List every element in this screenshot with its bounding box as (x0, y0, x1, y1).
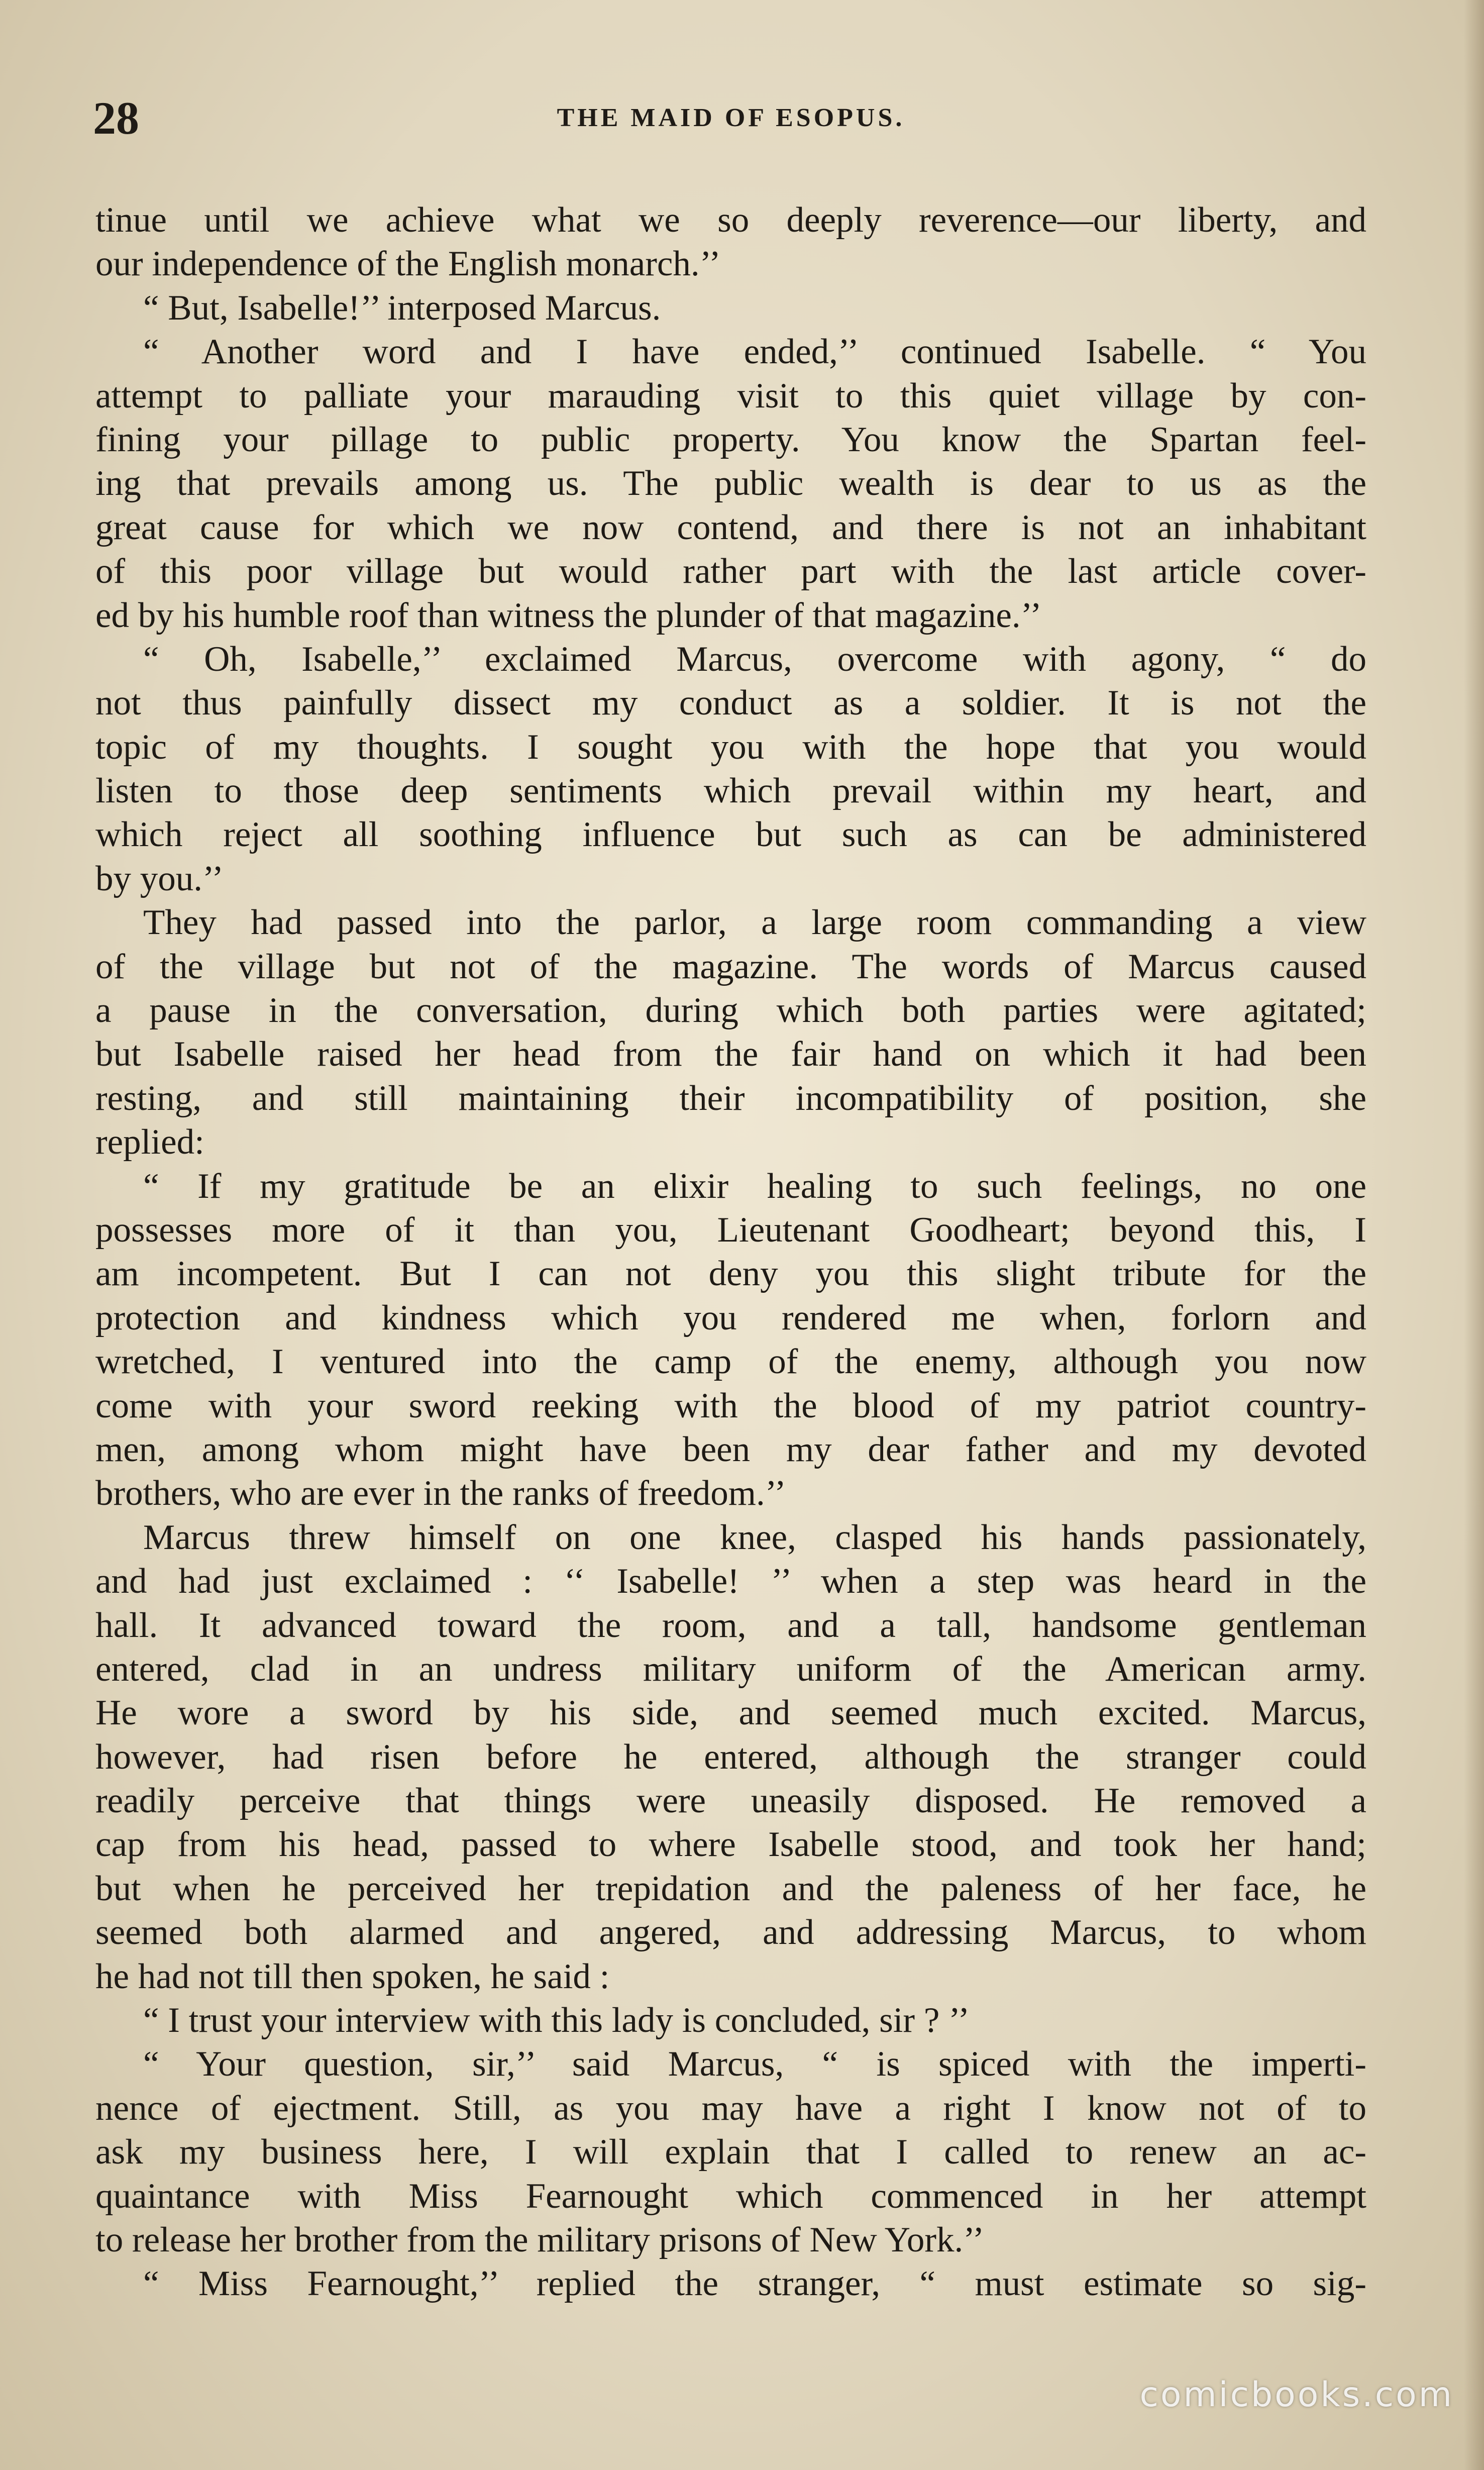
text-line: “ Oh, Isabelle,’’ exclaimed Marcus, overcome with agony, “ do (143, 639, 1366, 679)
text-line: listen to those deep sentiments which prevail within my heart, and (95, 771, 1366, 811)
text-line: cap from his head, passed to where Isabelle stood, and took her hand; (95, 1825, 1366, 1865)
text-line: and had just exclaimed : ‘‘ Isabelle! ’’ when a step was heard in the (95, 1562, 1366, 1601)
text-line: tinue until we achieve what we so deeply reverence—our liberty, and (95, 200, 1366, 240)
text-line: quaintance with Miss Fearnought which commenced in her attempt (95, 2176, 1366, 2216)
text-line: “ Miss Fearnought,’’ replied the stranger, “ must estimate so sig- (143, 2264, 1366, 2304)
text-line: to release her brother from the military prisons of New York.’’ (95, 2220, 985, 2259)
text-line: by you.’’ (95, 859, 224, 898)
body-text (95, 198, 1366, 2306)
text-line: He wore a sword by his side, and seemed much excited. Marcus, (95, 1693, 1366, 1733)
text-line: readily perceive that things were uneasily disposed. He removed a (95, 1781, 1366, 1821)
text-line: he had not till then spoken, he said : (95, 1957, 610, 1996)
text-line: brothers, who are ever in the ranks of freedom.’’ (95, 1474, 786, 1513)
text-line: entered, clad in an undress military uniform of the American army. (95, 1649, 1366, 1689)
text-line: Marcus threw himself on one knee, clasped his hands passionately, (143, 1517, 1366, 1557)
text-line: men, among whom might have been my dear father and my devoted (95, 1429, 1366, 1469)
text-line: nence of ejectment. Still, as you may have a right I know not of to (95, 2088, 1366, 2128)
text-line: a pause in the conversation, during which both parties were agitated; (95, 991, 1366, 1031)
running-head: THE MAID OF ESOPUS. (557, 104, 905, 132)
text-line: of the village but not of the magazine. The words of Marcus caused (95, 947, 1366, 986)
text-line: hall. It advanced toward the room, and a tall, handsome gentleman (95, 1605, 1366, 1645)
text-line: ask my business here, I will explain that I called to renew an ac- (95, 2132, 1366, 2172)
text-line: possesses more of it than you, Lieutenant Goodheart; beyond this, I (95, 1210, 1366, 1250)
watermark: comicbooks.com (1139, 2375, 1454, 2415)
text-line: ing that prevails among us. The public wealth is dear to us as the (95, 464, 1366, 503)
text-line: resting, and still maintaining their incompatibility of position, she (95, 1078, 1366, 1118)
text-line: topic of my thoughts. I sought you with the hope that you would (95, 727, 1366, 767)
text-line: “ If my gratitude be an elixir healing to such feelings, no one (143, 1166, 1366, 1206)
text-line: ed by his humble roof than witness the plunder of that magazine.’’ (95, 595, 1042, 635)
text-line: seemed both alarmed and angered, and addressing Marcus, to whom (95, 1913, 1366, 1952)
page-number: 28 (93, 92, 139, 144)
page-header (93, 90, 1369, 146)
text-line: come with your sword reeking with the blood of my patriot country- (95, 1386, 1366, 1425)
text-line: but when he perceived her trepidation and the paleness of her face, he (95, 1869, 1366, 1908)
text-line: wretched, I ventured into the camp of the enemy, although you now (95, 1342, 1366, 1382)
text-line: fining your pillage to public property. You know the Spartan feel- (95, 420, 1366, 459)
text-line: am incompetent. But I can not deny you this slight tribute for the (95, 1254, 1366, 1294)
text-line: “ I trust your interview with this lady is concluded, sir ? ’’ (143, 2001, 970, 2040)
page-edge-shadow (1464, 0, 1484, 2470)
text-line: however, had risen before he entered, although the stranger could (95, 1737, 1366, 1777)
text-line: They had passed into the parlor, a large room commanding a view (143, 903, 1366, 943)
text-line: great cause for which we now contend, and there is not an inhabitant (95, 507, 1366, 547)
text-line: which reject all soothing influence but such as can be administered (95, 815, 1366, 855)
text-line: “ Your question, sir,’’ said Marcus, “ is spiced with the imperti- (143, 2044, 1366, 2084)
text-line: attempt to palliate your marauding visit to this quiet village by con- (95, 376, 1366, 416)
text-line: replied: (95, 1122, 204, 1162)
text-line: “ Another word and I have ended,’’ continued Isabelle. “ You (143, 332, 1366, 372)
text-line: not thus painfully dissect my conduct as a soldier. It is not the (95, 683, 1366, 723)
text-line: but Isabelle raised her head from the fair hand on which it had been (95, 1035, 1366, 1074)
text-line: protection and kindness which you rendered me when, forlorn and (95, 1298, 1366, 1337)
text-line: of this poor village but would rather part with the last article cover- (95, 552, 1366, 591)
text-line: “ But, Isabelle!’’ interposed Marcus. (143, 288, 661, 328)
text-line: our independence of the English monarch.’’ (95, 244, 721, 284)
